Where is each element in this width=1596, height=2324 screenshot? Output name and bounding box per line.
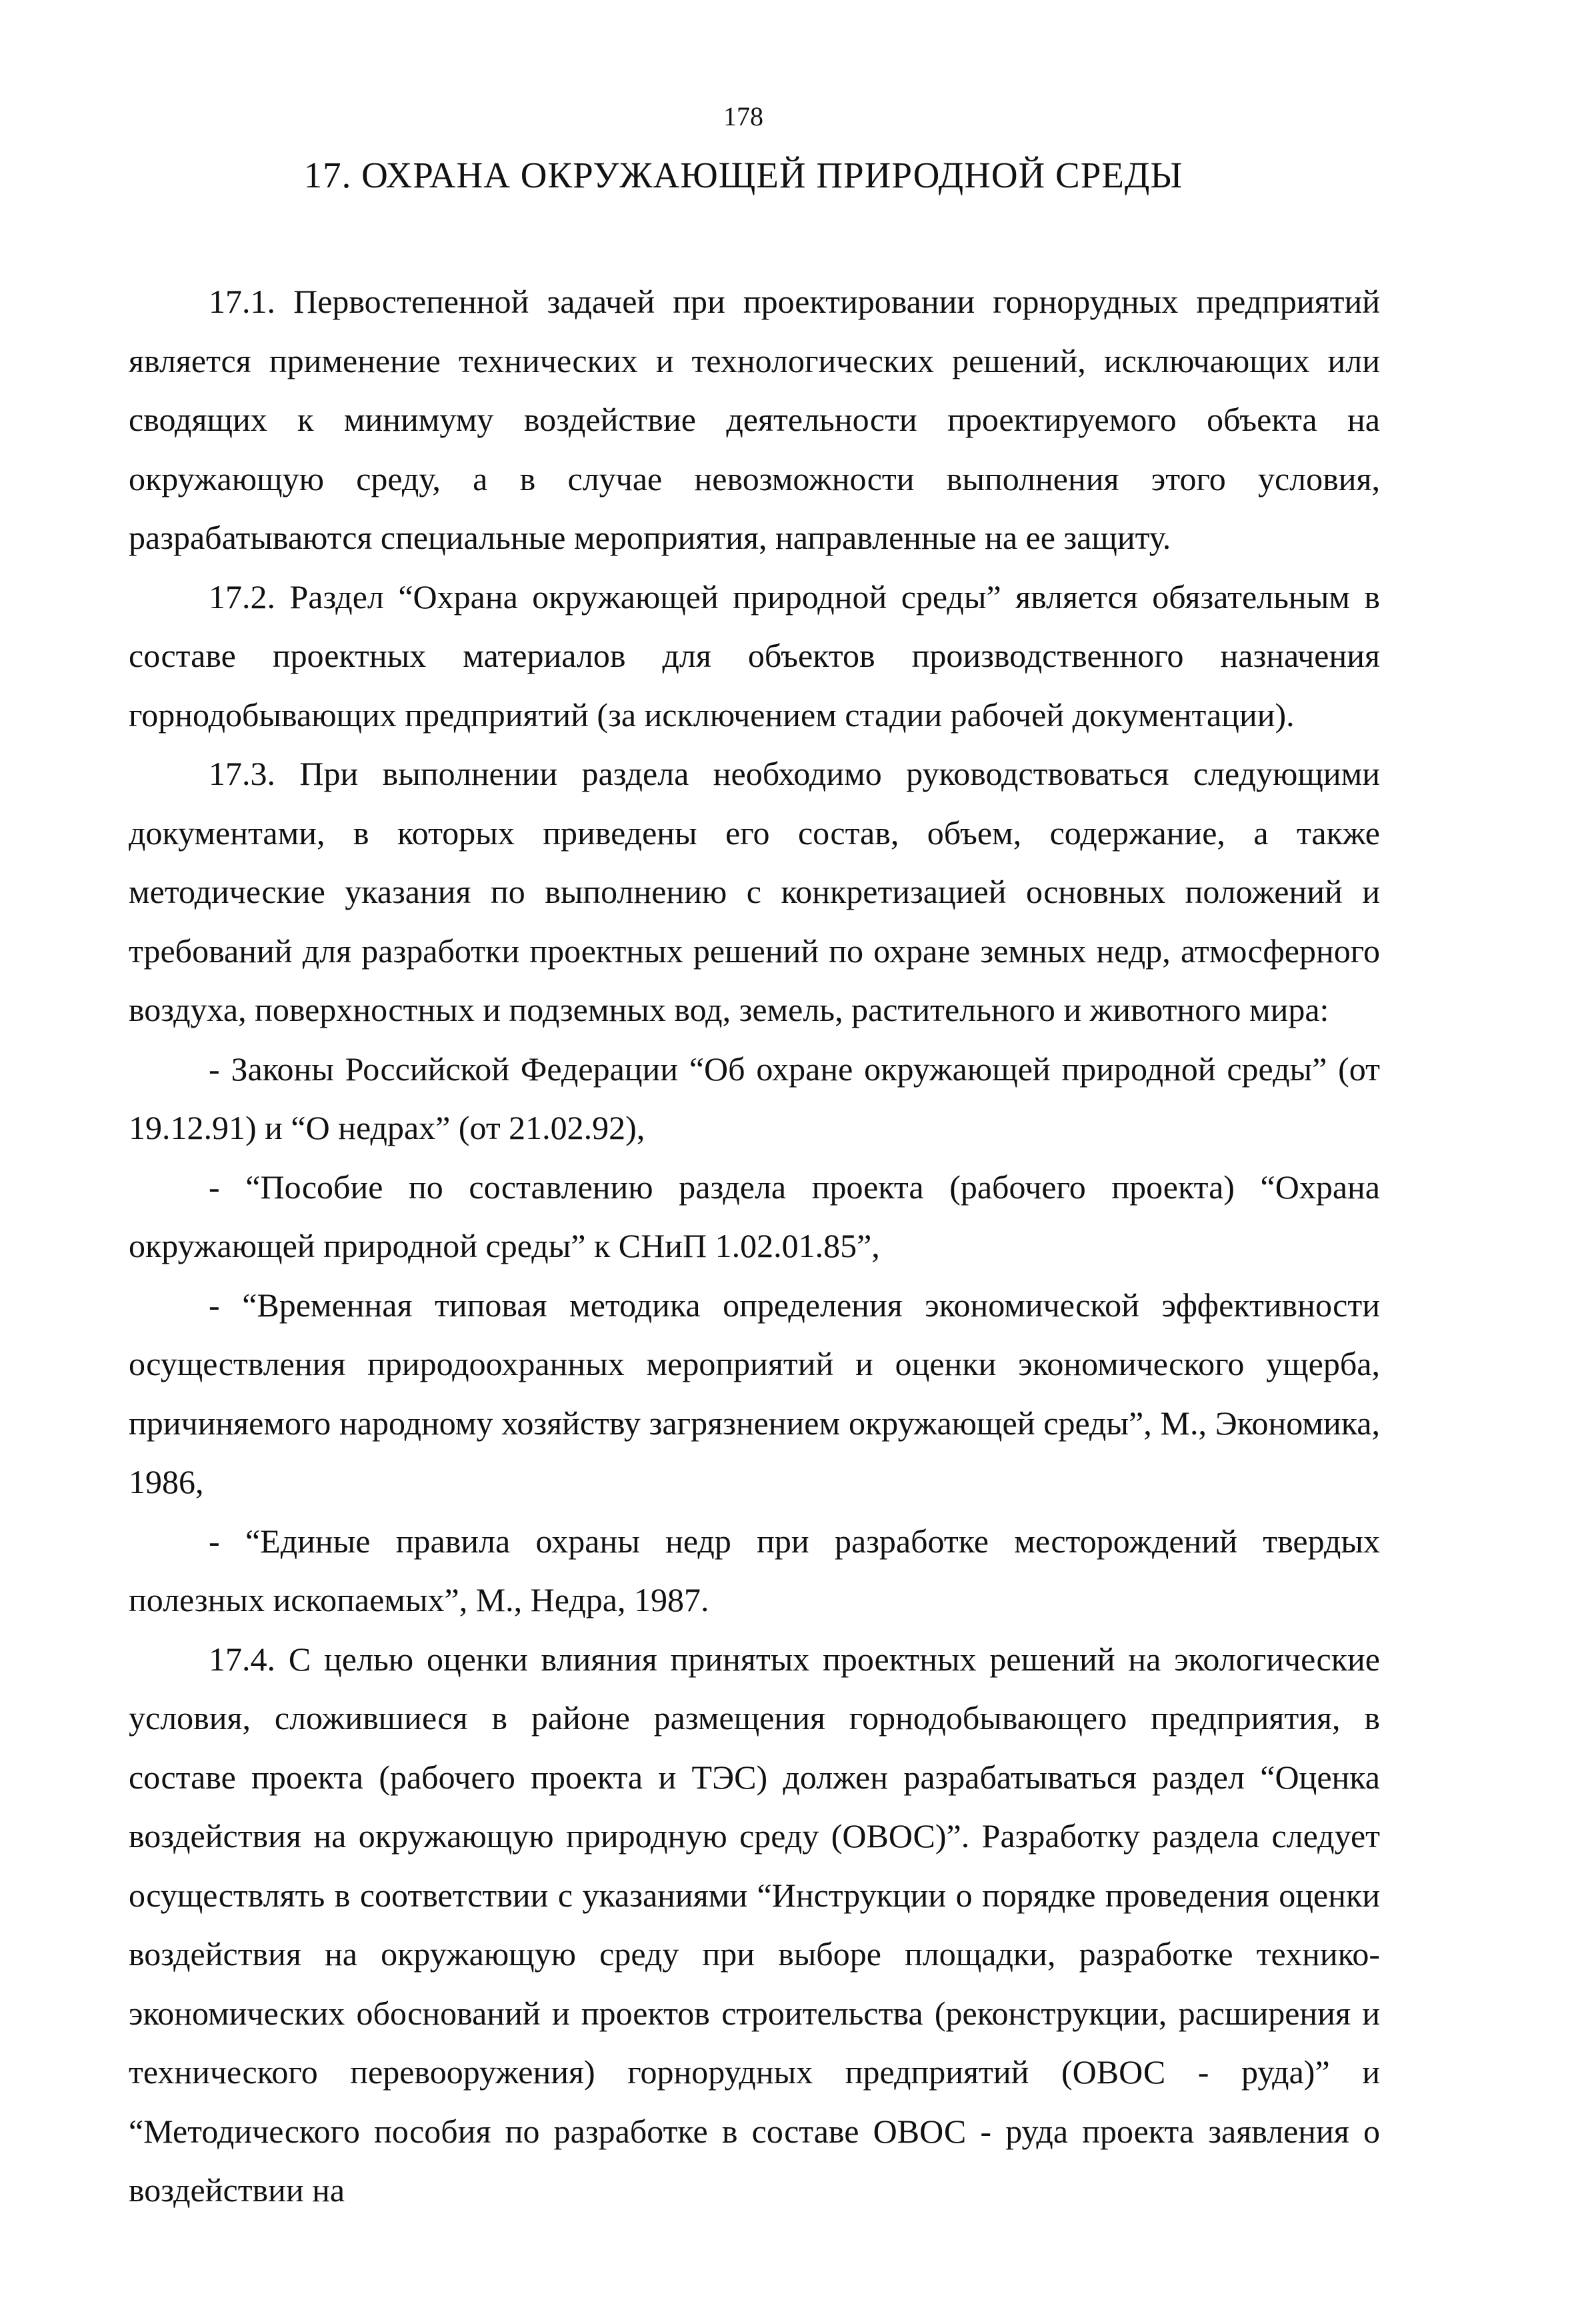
paragraph-17-2: 17.2. Раздел “Охрана окружающей природной среды” является обязательным в составе проектных материалов для объектов производственного назначения горнодобывающих предприятий (за исключением стадии рабочей документации).: [129, 577, 1380, 734]
paragraph-17-1: 17.1. Первостепенной задачей при проектировании горнорудных предприятий является применение технических и технологических решений, исключающих или сводящих к минимуму воздействие деятельности проектируемого объекта на окружающую среду, а в случае невозможности выполнения этого условия, разрабатываются специальные мероприятия, направленные на ее защиту.: [129, 283, 1380, 556]
list-item-methodology: - “Временная типовая методика определения экономической эффективности осуществления природоохранных мероприятий и оценки экономического ущерба, причиняемого народному хозяйству загрязнением окружающей среды”, М., Экономика, 1986,: [129, 1286, 1380, 1500]
section-title: 17. ОХРАНА ОКРУЖАЮЩЕЙ ПРИРОДНОЙ СРЕДЫ: [303, 155, 1183, 195]
list-item-rules: - “Единые правила охраны недр при разработке месторождений твердых полезных ископаемых”, М., Недра, 1987.: [129, 1522, 1380, 1618]
paragraph-17-3: 17.3. При выполнении раздела необходимо руководствоваться следующими документами, в которых приведены его состав, объем, содержание, а также методические указания по выполнению с конкретизацией основных положений и требований для разработки проектных решений по охране земных недр, атмосферного воздуха, поверхностных и подземных вод, земель, растительного и животного мира:: [129, 755, 1380, 1028]
paragraph-17-4: 17.4. С целью оценки влияния принятых проектных решений на экологические условия, сложившиеся в районе размещения горнодобывающего предприятия, в составе проекта (рабочего проекта и ТЭС) должен разрабатываться раздел “Оценка воздействия на окружающую природную среду (ОВОС)”. Разработку раздела следует осуществлять в соответствии с указаниями “Инструкции о порядке проведения оценки воздействия на окружающую среду при выборе площадки, разработке технико-экономических обоснований и проектов строительства (реконструкции, расширения и технического перевооружения) горнорудных предприятий (ОВОС - руда)” и “Методического пособия по разработке в составе ОВОС - руда проекта заявления о воздействии на: [129, 1640, 1380, 2209]
list-item-manual-snip: - “Пособие по составлению раздела проекта (рабочего проекта) “Охрана окружающей природной среды” к СНиП 1.02.01.85”,: [129, 1168, 1380, 1264]
body-text: [129, 272, 1380, 2220]
page-number: 178: [723, 101, 763, 131]
list-item-laws: - Законы Российской Федерации “Об охране окружающей природной среды” (от 19.12.91) и “О недрах” (от 21.02.92),: [129, 1050, 1380, 1146]
